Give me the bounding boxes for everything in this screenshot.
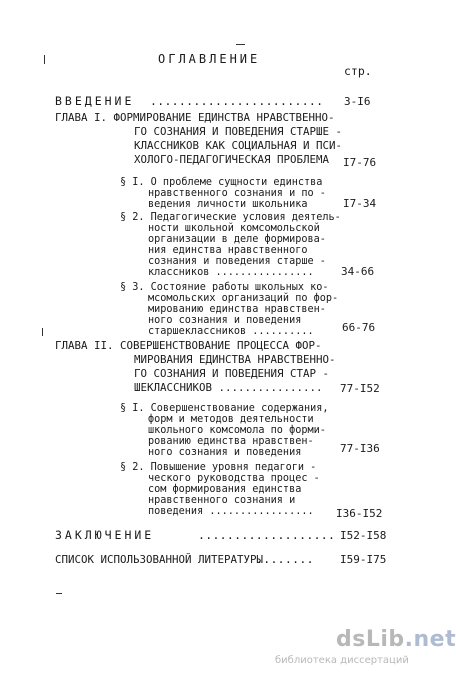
section-line: мсомольских организаций по фор- (148, 293, 339, 304)
conclusion-dots: ................... (198, 528, 336, 542)
section-line: ного сознания и поведения (148, 315, 302, 326)
section-line: форм и методов деятельности (148, 414, 314, 425)
section-line: школьного комсомола по форми- (148, 425, 326, 436)
section-line: организации в деле формирова- (148, 234, 326, 245)
watermark-logo (336, 627, 456, 652)
intro-pages: 3-I6 (344, 95, 371, 108)
section-line: ния единства нравственного (148, 245, 308, 256)
scan-mark (44, 55, 45, 64)
watermark-logo-main: dsLib (336, 627, 405, 652)
section-line: § 2. Педагогические условия деятель- (120, 212, 341, 223)
bibliography-label: СПИСОК ИСПОЛЬЗОВАННОЙ ЛИТЕРАТУРЫ (55, 553, 264, 566)
section-line: нравственного сознания и по - (148, 188, 326, 199)
chapter-1-line: ХОЛОГО-ПЕДАГОГИЧЕСКАЯ ПРОБЛЕМА (134, 153, 330, 166)
section-line: ческого руководства процес - (148, 473, 320, 484)
section-line: классников ................ (148, 267, 314, 278)
section-line: § I. О проблеме сущности единства (120, 177, 323, 188)
chapter-1-line: ГО СОЗНАНИЯ И ПОВЕДЕНИЯ СТАРШЕ - (134, 125, 343, 138)
section-line: ведения личности школьника (148, 199, 308, 210)
chapter-1-pages: I7-76 (343, 156, 377, 169)
watermark-logo-tld: .net (404, 627, 456, 652)
chapter-2-line: ГЛАВА II. СОВЕРШЕНСТВОВАНИЕ ПРОЦЕССА ФОР- (55, 339, 322, 352)
scan-mark (56, 593, 62, 594)
section-line: поведения ................. (148, 506, 314, 517)
chapter-1-line: КЛАССНИКОВ КАК СОЦИАЛЬНАЯ И ПСИ- (134, 139, 343, 152)
section-pages: I36-I52 (336, 507, 383, 520)
section-line: старшеклассников .......... (148, 326, 314, 337)
pages-column-heading: стр. (344, 64, 372, 78)
conclusion-pages: I52-I58 (340, 529, 387, 542)
chapter-1-line: ГЛАВА I. ФОРМИРОВАНИЕ ЕДИНСТВА НРАВСТВЕННО- (55, 111, 335, 124)
section-pages: I7-34 (343, 197, 377, 210)
intro-label: ВВЕДЕНИЕ (55, 94, 135, 108)
toc-title: ОГЛАВЛЕНИЕ (158, 52, 261, 66)
bibliography-pages: I59-I75 (340, 553, 387, 566)
scan-mark (42, 328, 43, 336)
bibliography-dots: ........ (256, 552, 314, 566)
section-line: рованию единства нравствен- (148, 436, 314, 447)
section-line: сознания и поведения старше - (148, 256, 326, 267)
section-line: нравственного сознания и (148, 495, 296, 506)
intro-dots: ........................ (150, 94, 324, 108)
section-line: § 3. Состояние работы школьных ко- (120, 282, 329, 293)
section-line: § 2. Повышение уровня педагоги - (120, 462, 317, 473)
section-line: ности школьной комсомольской (148, 223, 320, 234)
chapter-2-line: ШЕКЛАССНИКОВ ................ (134, 381, 323, 394)
conclusion-label: ЗАКЛЮЧЕНИЕ (55, 528, 155, 542)
chapter-2-line: МИРОВАНИЯ ЕДИНСТВА НРАВСТВЕННО- (134, 353, 336, 366)
section-line: мированию единства нравствен- (148, 304, 326, 315)
chapter-2-pages: 77-I52 (340, 382, 380, 395)
scan-mark (236, 44, 245, 45)
section-pages: 34-66 (341, 265, 375, 278)
section-line: ного сознания и поведения (148, 447, 302, 458)
section-line: сом формирования единства (148, 484, 302, 495)
section-pages: 77-I36 (340, 442, 380, 455)
watermark-subtitle: библиотека диссертаций (275, 655, 409, 666)
section-pages: 66-76 (342, 321, 376, 334)
chapter-2-line: ГО СОЗНАНИЯ И ПОВЕДЕНИЯ СТАР - (134, 367, 330, 380)
section-line: § I. Совершенствование содержания, (120, 403, 329, 414)
